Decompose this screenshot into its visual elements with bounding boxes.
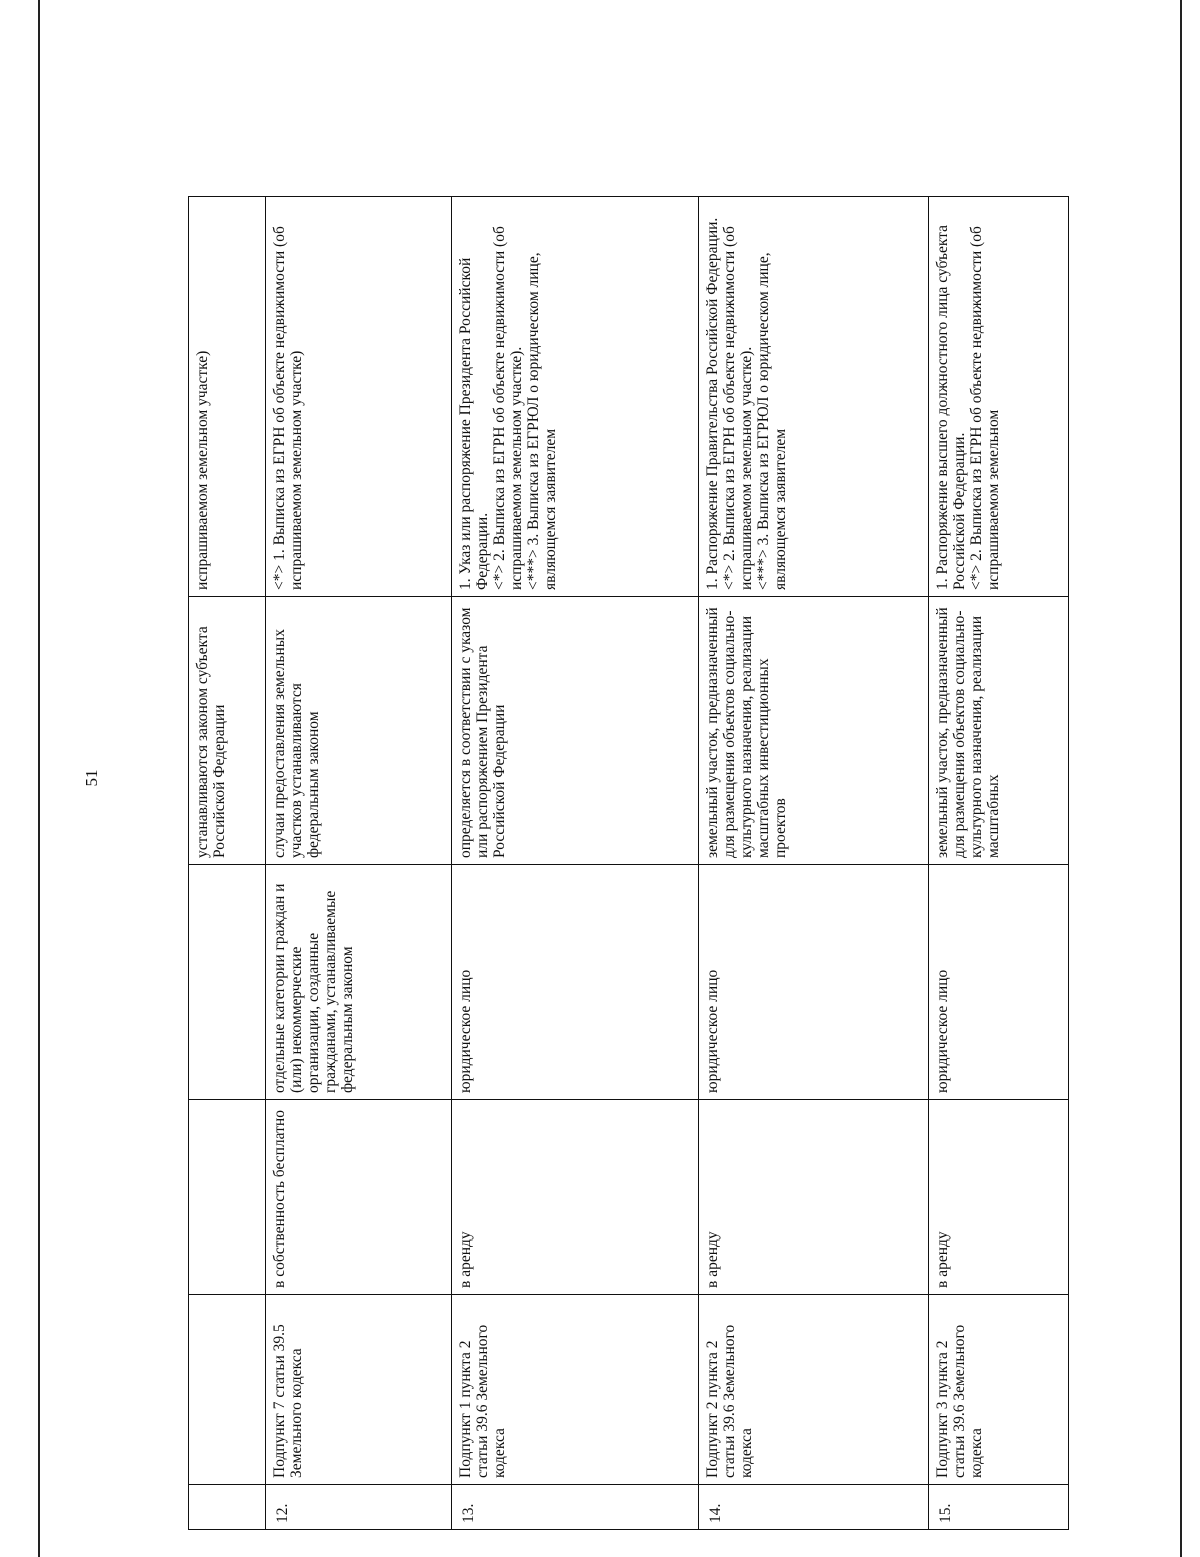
condition-cell: земельный участок, предназначенный для размещения объектов социально-культурного назначения, реализации масштабных инвестиционных проектов <box>699 597 929 865</box>
row-number-cell <box>189 1485 266 1530</box>
table-row <box>266 197 452 1530</box>
documents-cell: испрашиваемом земельном участке) <box>189 197 266 597</box>
row-number-cell: 13. <box>452 1485 699 1530</box>
applicant-cell: отдельные категории граждан и (или) некоммерческие организации, созданные гражданами, устанавливаемые федеральным законом <box>266 865 452 1100</box>
provision-form-cell: в аренду <box>452 1100 699 1295</box>
table-row <box>452 197 699 1530</box>
table-row <box>699 197 929 1530</box>
condition-cell: земельный участок, предназначенный для размещения объектов социально-культурного назначения, реализации масштабных <box>929 597 1069 865</box>
table-row <box>929 197 1069 1530</box>
condition-cell: определяется в соответствии с указом или распоряжением Президента Российской Федерации <box>452 597 699 865</box>
legal-basis-cell: Подпункт 7 статьи 39.5 Земельного кодекса <box>266 1295 452 1485</box>
applicant-cell: юридическое лицо <box>929 865 1069 1100</box>
documents-cell: 1. Указ или распоряжение Президента Российской Федерации. <*> 2. Выписка из ЕГРН об объекте недвижимости (об испрашиваемом земельном участке). <***> 3. Выписка из ЕГРЮЛ о юридическом лице, являющемся заявителем <box>452 197 699 597</box>
row-number-cell: 15. <box>929 1485 1069 1530</box>
provision-form-cell: в собственность бесплатно <box>266 1100 452 1295</box>
documents-cell: 1. Распоряжение высшего должностного лица субъекта Российской Федерации. <*> 2. Выписка из ЕГРН об объекте недвижимости (об испрашиваемом земельном <box>929 197 1069 597</box>
documents-cell: 1. Распоряжение Правительства Российской Федерации. <*> 2. Выписка из ЕГРН об объекте недвижимости (об испрашиваемом земельном участке). <***> 3. Выписка из ЕГРЮЛ о юридическом лице, являющемся заявителем <box>699 197 929 597</box>
applicant-cell: юридическое лицо <box>452 865 699 1100</box>
page-left-edge-line <box>38 0 40 1557</box>
legal-basis-cell: Подпункт 3 пункта 2 статьи 39.6 Земельного кодекса <box>929 1295 1069 1485</box>
table-row <box>189 197 266 1530</box>
page-right-edge-line <box>1180 0 1182 1557</box>
applicant-cell <box>189 865 266 1100</box>
row-number-cell: 12. <box>266 1485 452 1530</box>
page-number: 51 <box>82 769 101 787</box>
row-number-cell: 14. <box>699 1485 929 1530</box>
legal-basis-cell <box>189 1295 266 1485</box>
condition-cell: случаи предоставления земельных участков устанавливаются федеральным законом <box>266 597 452 865</box>
legal-basis-cell: Подпункт 1 пункта 2 статьи 39.6 Земельного кодекса <box>452 1295 699 1485</box>
land-provision-table <box>188 196 1069 1530</box>
rotated-table-container <box>188 197 1068 1530</box>
applicant-cell: юридическое лицо <box>699 865 929 1100</box>
provision-form-cell <box>189 1100 266 1295</box>
documents-cell: <*> 1. Выписка из ЕГРН об объекте недвижимости (об испрашиваемом земельном участке) <box>266 197 452 597</box>
provision-form-cell: в аренду <box>929 1100 1069 1295</box>
provision-form-cell: в аренду <box>699 1100 929 1295</box>
condition-cell: устанавливаются законом субъекта Российской Федерации <box>189 597 266 865</box>
legal-basis-cell: Подпункт 2 пункта 2 статьи 39.6 Земельного кодекса <box>699 1295 929 1485</box>
